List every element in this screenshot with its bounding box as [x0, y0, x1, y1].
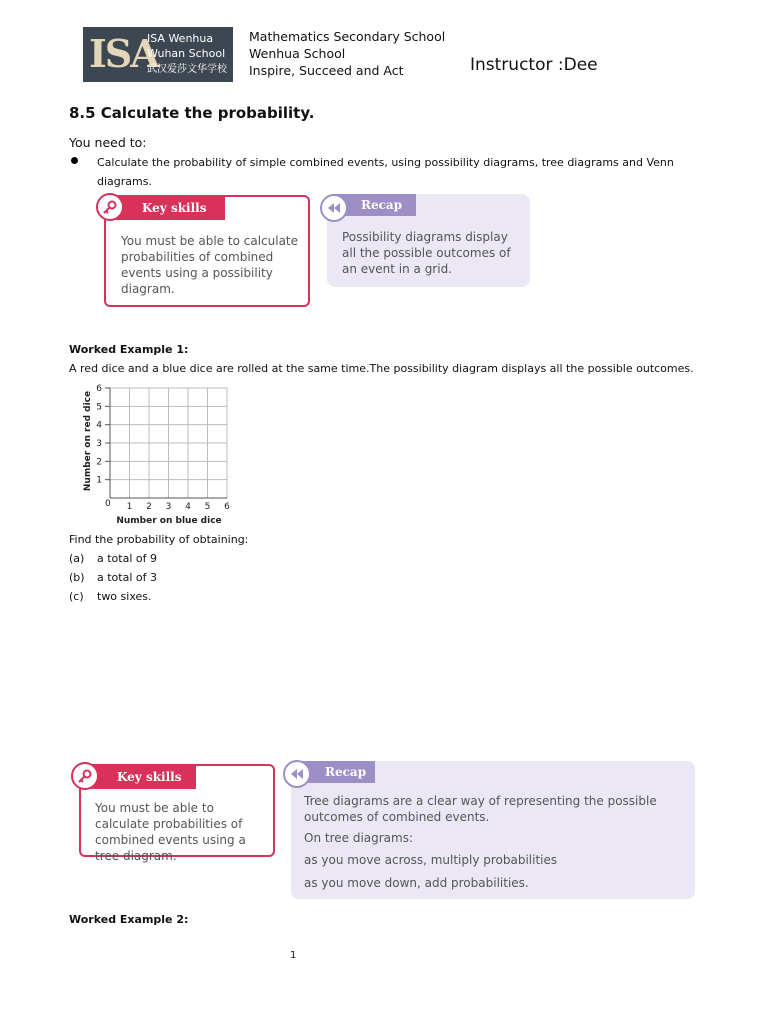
- you-need-label: You need to:: [69, 135, 147, 150]
- logo-line-1: ISA Wenhua: [147, 32, 214, 45]
- logo-mark: ISA: [89, 31, 158, 76]
- rewind-icon-2: [283, 760, 311, 788]
- y-tick-label: 4: [96, 420, 102, 431]
- option-b-letter: (b): [69, 571, 85, 584]
- recap-line-3: as you move across, multiply probabilities: [304, 853, 558, 867]
- key-skills-text-2: You must be able to calculate probabilities of combined events using a tree diagram.: [95, 801, 246, 863]
- key-skills-box-2: [79, 764, 275, 863]
- y-tick-label: 2: [96, 457, 102, 468]
- key-skills-text: You must be able to calculate probabilities of combined events using a possibility diagram.: [121, 234, 299, 296]
- bullet-item: Calculate the probability of simple combined events, using possibility diagrams, tree diagrams and Venn diagrams.: [97, 156, 674, 188]
- logo-line-3: 武汉爱莎文华学校: [147, 64, 227, 75]
- recap-label: Recap: [327, 194, 416, 216]
- school-logo: [83, 27, 233, 82]
- recap-label-2: Recap: [291, 761, 375, 783]
- option-b-text: a total of 3: [97, 571, 157, 584]
- possibility-diagram: [78, 380, 238, 530]
- x-axis-label: Number on blue dice: [116, 516, 222, 526]
- origin-label: 0: [105, 499, 111, 509]
- section-title: 8.5 Calculate the probability.: [69, 104, 315, 122]
- recap-line-4: as you move down, add probabilities.: [304, 876, 529, 890]
- y-tick-label: 5: [96, 402, 102, 413]
- x-tick-label: 4: [185, 502, 191, 512]
- y-tick-label: 3: [96, 439, 102, 449]
- logo-line-2: Wuhan School: [147, 47, 226, 60]
- school-line-3: Inspire, Succeed and Act: [249, 63, 404, 78]
- option-c-text: two sixes.: [97, 590, 152, 603]
- x-tick-label: 6: [224, 502, 230, 512]
- x-tick-label: 2: [146, 502, 152, 512]
- instructor-name: Instructor :Dee: [470, 55, 598, 75]
- key-icon: [96, 193, 124, 221]
- recap-text: Possibility diagrams display all the possible outcomes of an event in a grid.: [342, 230, 511, 276]
- option-a-text: a total of 9: [97, 552, 157, 565]
- x-tick-label: 3: [165, 502, 172, 512]
- worked-example-2-heading: Worked Example 2:: [69, 913, 189, 926]
- x-tick-label: 1: [126, 502, 133, 512]
- y-axis-label: Number on red dice: [83, 390, 93, 492]
- key-icon-2: [71, 762, 99, 790]
- school-line-2: Wenhua School: [249, 46, 346, 61]
- grid-lines: [105, 388, 227, 498]
- bullet-icon: [71, 157, 78, 164]
- x-tick-label: 5: [204, 502, 211, 512]
- y-tick-label: 6: [96, 384, 102, 394]
- school-line-1: Mathematics Secondary School: [249, 29, 446, 44]
- key-skills-box: [104, 195, 310, 307]
- recap-line-1: Tree diagrams are a clear way of representing the possible outcomes of combined events.: [304, 794, 657, 824]
- option-c-letter: (c): [69, 590, 84, 603]
- worked-example-1-description: A red dice and a blue dice are rolled at the same time.The possibility diagram displays all the possible outcomes.: [69, 362, 694, 375]
- y-tick-labels: [96, 384, 102, 486]
- key-skills-label: Key skills: [106, 197, 225, 220]
- key-skills-label-2: Key skills: [81, 766, 196, 789]
- recap-line-2: On tree diagrams:: [304, 831, 414, 845]
- option-a-letter: (a): [69, 552, 85, 565]
- recap-box: [327, 194, 530, 287]
- x-tick-labels: [127, 502, 231, 512]
- find-prompt: Find the probability of obtaining:: [69, 533, 249, 546]
- recap-box-2: [291, 761, 695, 899]
- page-number: 1: [290, 950, 297, 961]
- rewind-icon: [320, 194, 348, 222]
- worked-example-1-heading: Worked Example 1:: [69, 343, 189, 356]
- y-tick-label: 1: [96, 475, 102, 486]
